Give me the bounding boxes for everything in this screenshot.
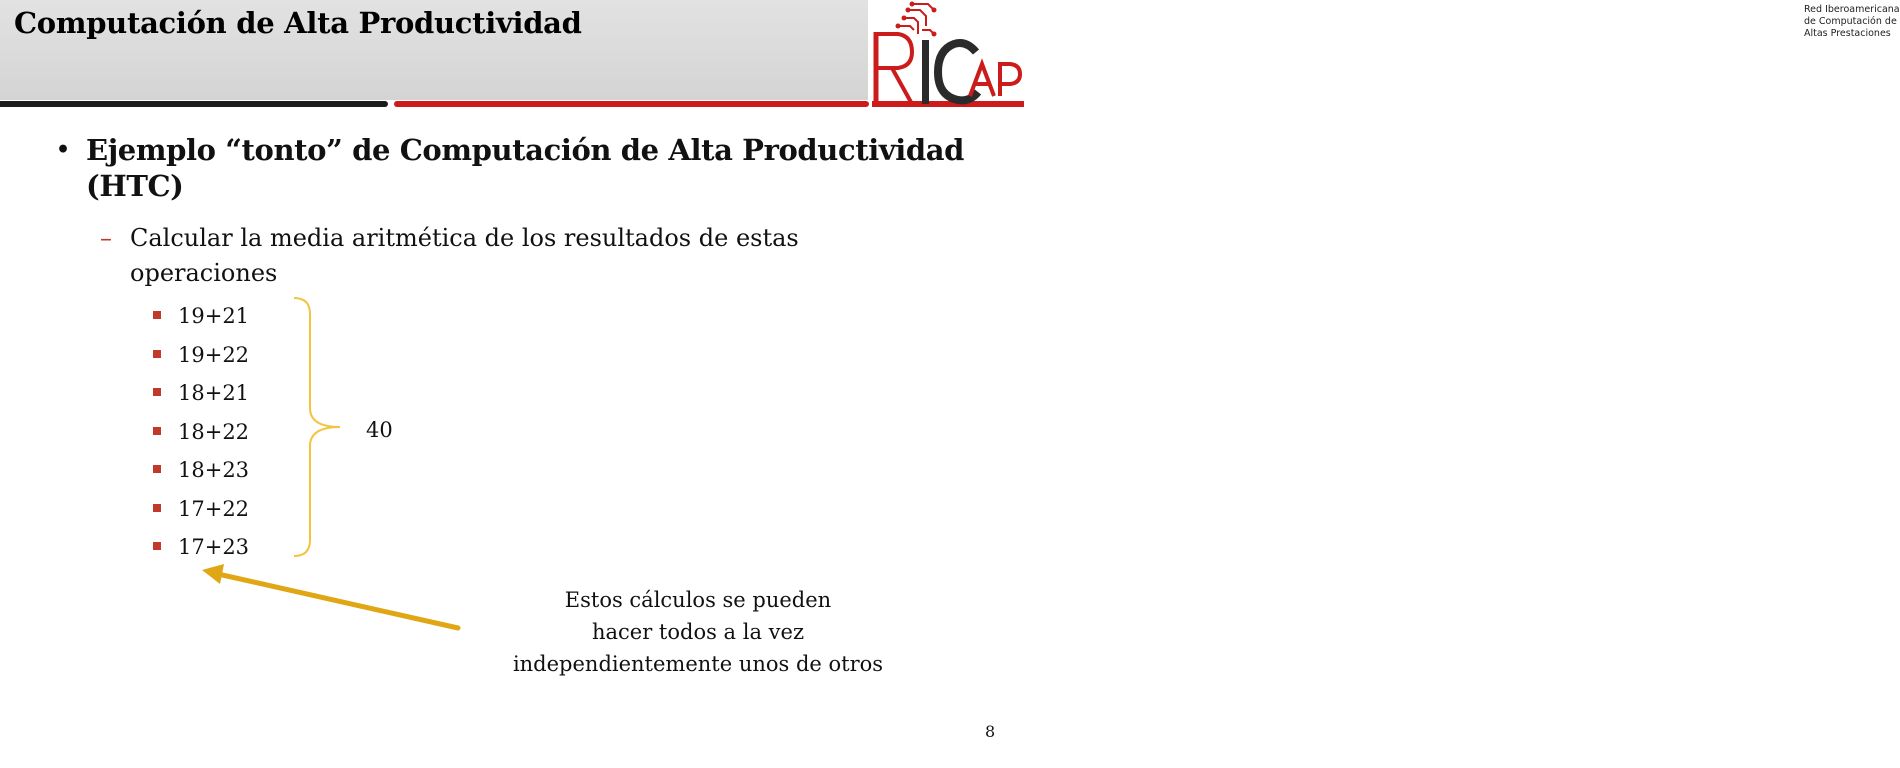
operation-text: 17+23 bbox=[178, 535, 250, 559]
sub-bullet-text: Calcular la media aritmética de los resultados de estas operaciones bbox=[130, 224, 799, 287]
main-bullet-text: Ejemplo “tonto” de Computación de Alta Productividad (HTC) bbox=[86, 133, 965, 203]
operation-text: 17+22 bbox=[178, 496, 250, 521]
slide-title: Computación de Alta Productividad bbox=[14, 6, 582, 40]
title-rule-dark bbox=[0, 101, 388, 107]
page-number: 8 bbox=[985, 722, 996, 741]
square-bullet-icon bbox=[153, 311, 161, 319]
bullet-dot-icon: • bbox=[56, 137, 70, 163]
square-bullet-icon bbox=[153, 504, 161, 512]
logo-caption-line: Red Iberoamericana bbox=[1804, 4, 1900, 15]
arrow-icon bbox=[190, 560, 470, 640]
logo-caption-line: Altas Prestaciones bbox=[1804, 28, 1891, 39]
operation-text: 18+21 bbox=[178, 381, 250, 405]
note-line: independientemente unos de otros bbox=[512, 652, 884, 676]
title-rule-red bbox=[394, 101, 869, 107]
square-bullet-icon bbox=[153, 350, 161, 358]
square-bullet-icon bbox=[153, 427, 161, 435]
logo-caption bbox=[1804, 4, 1900, 40]
note-line: hacer todos a la vez bbox=[591, 620, 805, 644]
square-bullet-icon bbox=[153, 388, 161, 396]
ricap-logo bbox=[868, 0, 1900, 110]
note-line: Estos cálculos se pueden bbox=[564, 588, 832, 612]
result-value: 40 bbox=[366, 418, 393, 442]
square-bullet-icon bbox=[153, 542, 161, 550]
bullet-dash-icon: – bbox=[100, 224, 112, 252]
annotation-note bbox=[468, 584, 928, 680]
operation-text: 19+21 bbox=[178, 304, 250, 328]
operation-text: 19+22 bbox=[178, 342, 250, 367]
right-brace-icon bbox=[290, 296, 350, 558]
ricap-logo-mark bbox=[868, 0, 1024, 110]
logo-caption-line: de Computación de bbox=[1804, 16, 1897, 27]
square-bullet-icon bbox=[153, 465, 161, 473]
operation-text: 18+23 bbox=[178, 458, 250, 482]
operation-text: 18+22 bbox=[178, 419, 250, 444]
